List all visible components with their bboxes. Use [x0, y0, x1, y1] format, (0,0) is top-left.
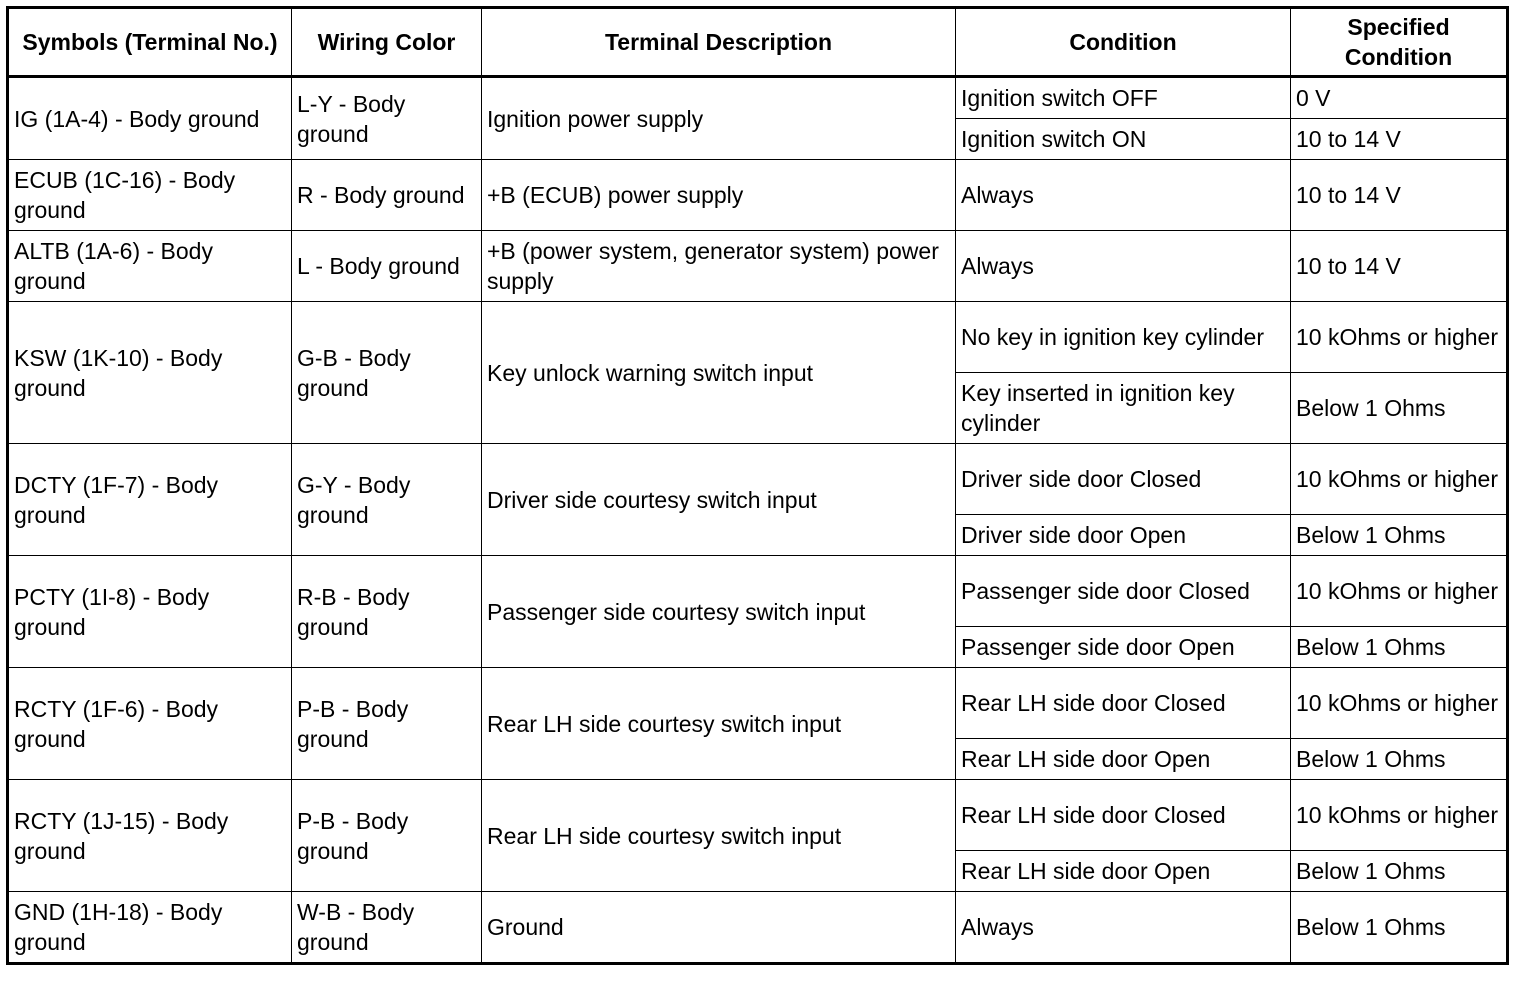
description-cell: Key unlock warning switch input — [482, 302, 956, 444]
specified-cell: 10 to 14 V — [1291, 160, 1508, 231]
description-cell: +B (ECUB) power supply — [482, 160, 956, 231]
condition-cell: Driver side door Open — [956, 515, 1291, 556]
symbol-cell: PCTY (1I-8) - Body ground — [8, 556, 292, 668]
condition-cell: Key inserted in ignition key cylinder — [956, 373, 1291, 444]
condition-cell: Rear LH side door Closed — [956, 780, 1291, 851]
table-row — [8, 160, 1508, 231]
specified-cell: Below 1 Ohms — [1291, 851, 1508, 892]
wiring-color-cell: G-B - Body ground — [292, 302, 482, 444]
specified-cell: 0 V — [1291, 77, 1508, 119]
table-row — [8, 780, 1508, 851]
description-cell: Rear LH side courtesy switch input — [482, 668, 956, 780]
specified-cell: 10 kOhms or higher — [1291, 668, 1508, 739]
description-cell: +B (power system, generator system) power supply — [482, 231, 956, 302]
header-row — [8, 8, 1508, 77]
wiring-color-cell: R-B - Body ground — [292, 556, 482, 668]
symbol-cell: IG (1A-4) - Body ground — [8, 77, 292, 160]
condition-cell: Always — [956, 892, 1291, 964]
header-wiring-color: Wiring Color — [292, 8, 482, 77]
specified-cell: 10 kOhms or higher — [1291, 444, 1508, 515]
table-row — [8, 556, 1508, 627]
specified-cell: 10 kOhms or higher — [1291, 556, 1508, 627]
specified-cell: Below 1 Ohms — [1291, 373, 1508, 444]
table-row — [8, 444, 1508, 515]
specified-cell: Below 1 Ohms — [1291, 515, 1508, 556]
table-row — [8, 77, 1508, 119]
header-terminal-description: Terminal Description — [482, 8, 956, 77]
header-condition: Condition — [956, 8, 1291, 77]
table-row — [8, 231, 1508, 302]
condition-cell: Passenger side door Closed — [956, 556, 1291, 627]
wiring-color-cell: G-Y - Body ground — [292, 444, 482, 556]
condition-cell: Driver side door Closed — [956, 444, 1291, 515]
wiring-color-cell: L-Y - Body ground — [292, 77, 482, 160]
condition-cell: Passenger side door Open — [956, 627, 1291, 668]
wiring-color-cell: W-B - Body ground — [292, 892, 482, 964]
wiring-color-cell: P-B - Body ground — [292, 780, 482, 892]
specified-cell: Below 1 Ohms — [1291, 739, 1508, 780]
condition-cell: Ignition switch ON — [956, 119, 1291, 160]
specified-cell: 10 to 14 V — [1291, 231, 1508, 302]
specified-cell: 10 kOhms or higher — [1291, 302, 1508, 373]
description-cell: Ground — [482, 892, 956, 964]
wiring-color-cell: R - Body ground — [292, 160, 482, 231]
symbol-cell: GND (1H-18) - Body ground — [8, 892, 292, 964]
condition-cell: Ignition switch OFF — [956, 77, 1291, 119]
specified-cell: 10 kOhms or higher — [1291, 780, 1508, 851]
wiring-color-cell: L - Body ground — [292, 231, 482, 302]
symbol-cell: DCTY (1F-7) - Body ground — [8, 444, 292, 556]
condition-cell: Rear LH side door Open — [956, 739, 1291, 780]
description-cell: Passenger side courtesy switch input — [482, 556, 956, 668]
symbol-cell: ECUB (1C-16) - Body ground — [8, 160, 292, 231]
condition-cell: Rear LH side door Closed — [956, 668, 1291, 739]
condition-cell: Always — [956, 231, 1291, 302]
symbol-cell: RCTY (1F-6) - Body ground — [8, 668, 292, 780]
condition-cell: No key in ignition key cylinder — [956, 302, 1291, 373]
specified-cell: Below 1 Ohms — [1291, 892, 1508, 964]
header-symbols: Symbols (Terminal No.) — [8, 8, 292, 77]
symbol-cell: ALTB (1A-6) - Body ground — [8, 231, 292, 302]
specified-cell: Below 1 Ohms — [1291, 627, 1508, 668]
condition-cell: Rear LH side door Open — [956, 851, 1291, 892]
description-cell: Driver side courtesy switch input — [482, 444, 956, 556]
header-specified-condition: Specified Condition — [1291, 8, 1508, 77]
condition-cell: Always — [956, 160, 1291, 231]
symbol-cell: KSW (1K-10) - Body ground — [8, 302, 292, 444]
specified-cell: 10 to 14 V — [1291, 119, 1508, 160]
description-cell: Ignition power supply — [482, 77, 956, 160]
wiring-color-cell: P-B - Body ground — [292, 668, 482, 780]
table-row — [8, 302, 1508, 373]
table-row — [8, 892, 1508, 964]
symbol-cell: RCTY (1J-15) - Body ground — [8, 780, 292, 892]
terminal-spec-table — [6, 6, 1509, 965]
description-cell: Rear LH side courtesy switch input — [482, 780, 956, 892]
terminal-spec-document — [6, 6, 1509, 965]
table-row — [8, 668, 1508, 739]
